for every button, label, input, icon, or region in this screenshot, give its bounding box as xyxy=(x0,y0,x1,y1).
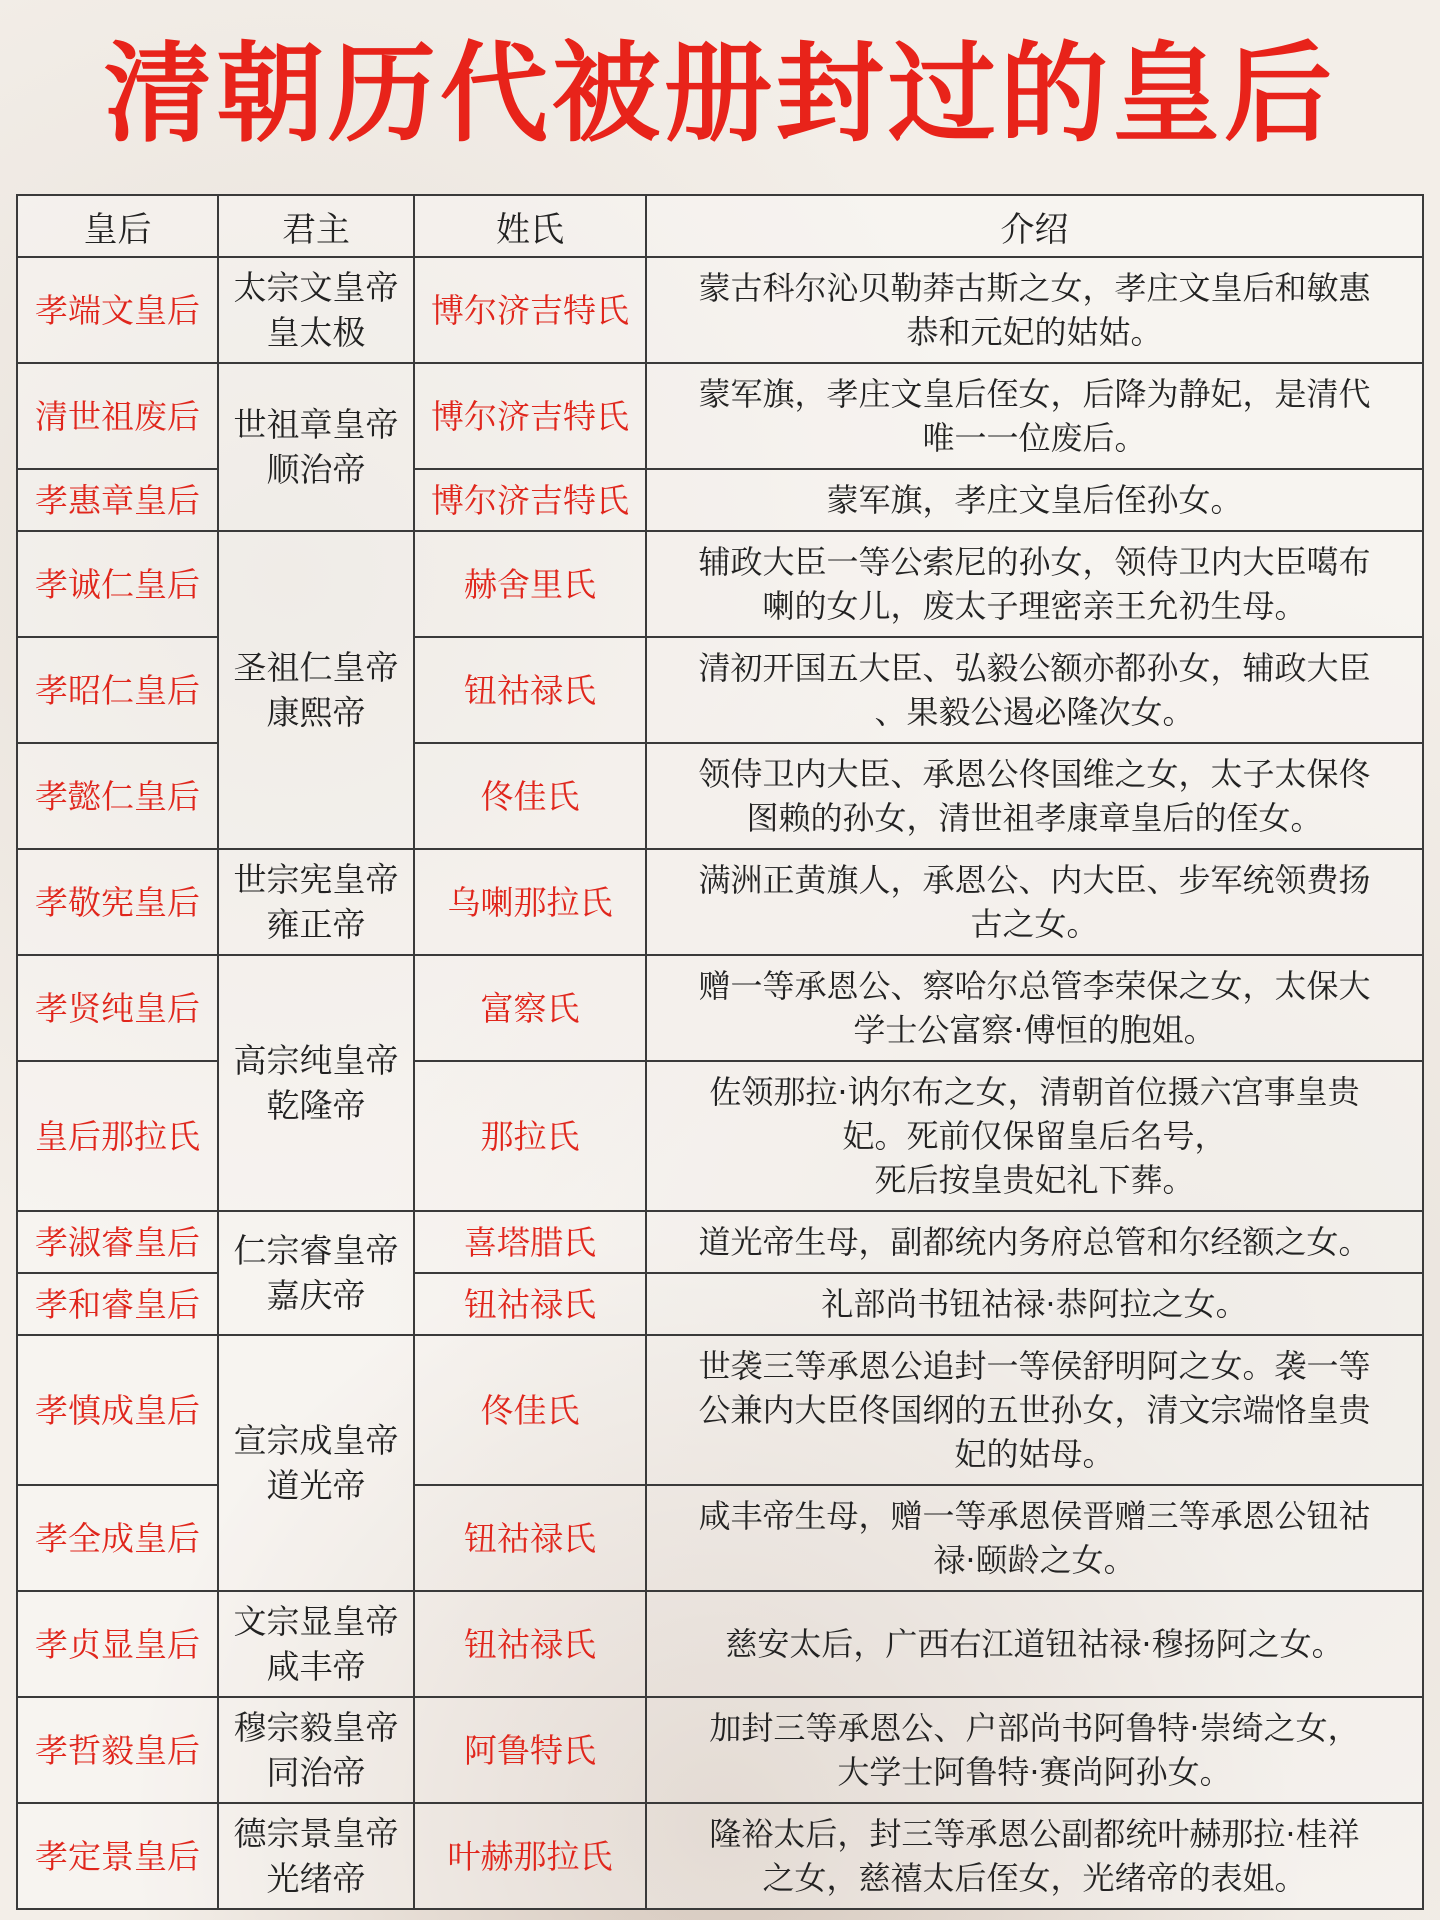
intro-cell: 蒙军旗，孝庄文皇后侄女，后降为静妃，是清代 唯一一位废后。 xyxy=(646,363,1423,469)
table-row xyxy=(17,363,1423,469)
clan-cell: 那拉氏 xyxy=(414,1061,646,1211)
table-row xyxy=(17,955,1423,1061)
intro-cell: 世袭三等承恩公追封一等侯舒明阿之女。袭一等 公兼内大臣佟国纲的五世孙女，清文宗端恪皇贵 妃的姑母。 xyxy=(646,1335,1423,1485)
emperor-cell: 文宗显皇帝 咸丰帝 xyxy=(218,1591,414,1697)
queen-cell: 孝敬宪皇后 xyxy=(17,849,218,955)
empresses-table xyxy=(16,194,1424,1910)
header-clan: 姓氏 xyxy=(414,195,646,257)
table-row xyxy=(17,257,1423,363)
queen-cell: 孝哲毅皇后 xyxy=(17,1697,218,1803)
intro-cell: 礼部尚书钮祜禄·恭阿拉之女。 xyxy=(646,1273,1423,1335)
table-row xyxy=(17,1335,1423,1485)
clan-cell: 富察氏 xyxy=(414,955,646,1061)
queen-cell: 孝端文皇后 xyxy=(17,257,218,363)
queen-cell: 孝贤纯皇后 xyxy=(17,955,218,1061)
intro-cell: 咸丰帝生母，赠一等承恩侯晋赠三等承恩公钮祜 禄·颐龄之女。 xyxy=(646,1485,1423,1591)
emperor-cell: 穆宗毅皇帝 同治帝 xyxy=(218,1697,414,1803)
table-row xyxy=(17,531,1423,637)
emperor-cell: 德宗景皇帝 光绪帝 xyxy=(218,1803,414,1909)
table-row xyxy=(17,1591,1423,1697)
intro-cell: 隆裕太后，封三等承恩公副都统叶赫那拉·桂祥 之女，慈禧太后侄女，光绪帝的表姐。 xyxy=(646,1803,1423,1909)
header-queen: 皇后 xyxy=(17,195,218,257)
table-row xyxy=(17,849,1423,955)
header-intro: 介绍 xyxy=(646,195,1423,257)
clan-cell: 乌喇那拉氏 xyxy=(414,849,646,955)
emperor-cell: 世宗宪皇帝 雍正帝 xyxy=(218,849,414,955)
header-emperor: 君主 xyxy=(218,195,414,257)
clan-cell: 赫舍里氏 xyxy=(414,531,646,637)
queen-cell: 孝惠章皇后 xyxy=(17,469,218,531)
emperor-cell: 高宗纯皇帝 乾隆帝 xyxy=(218,955,414,1211)
intro-cell: 道光帝生母，副都统内务府总管和尔经额之女。 xyxy=(646,1211,1423,1273)
intro-cell: 佐领那拉·讷尔布之女，清朝首位摄六宫事皇贵 妃。死前仅保留皇后名号， 死后按皇贵妃礼下葬。 xyxy=(646,1061,1423,1211)
queen-cell: 孝定景皇后 xyxy=(17,1803,218,1909)
emperor-cell: 圣祖仁皇帝 康熙帝 xyxy=(218,531,414,849)
table-row xyxy=(17,1803,1423,1909)
clan-cell: 佟佳氏 xyxy=(414,743,646,849)
queen-cell: 孝诚仁皇后 xyxy=(17,531,218,637)
intro-cell: 慈安太后，广西右江道钮祜禄·穆扬阿之女。 xyxy=(646,1591,1423,1697)
clan-cell: 阿鲁特氏 xyxy=(414,1697,646,1803)
emperor-cell: 世祖章皇帝 顺治帝 xyxy=(218,363,414,531)
intro-cell: 加封三等承恩公、户部尚书阿鲁特·崇绮之女， 大学士阿鲁特·赛尚阿孙女。 xyxy=(646,1697,1423,1803)
intro-cell: 领侍卫内大臣、承恩公佟国维之女，太子太保佟 图赖的孙女，清世祖孝康章皇后的侄女。 xyxy=(646,743,1423,849)
clan-cell: 佟佳氏 xyxy=(414,1335,646,1485)
intro-cell: 辅政大臣一等公索尼的孙女，领侍卫内大臣噶布 喇的女儿，废太子理密亲王允礽生母。 xyxy=(646,531,1423,637)
emperor-cell: 仁宗睿皇帝 嘉庆帝 xyxy=(218,1211,414,1335)
queen-cell: 皇后那拉氏 xyxy=(17,1061,218,1211)
queen-cell: 孝慎成皇后 xyxy=(17,1335,218,1485)
queen-cell: 孝淑睿皇后 xyxy=(17,1211,218,1273)
table-row xyxy=(17,1697,1423,1803)
queen-cell: 孝和睿皇后 xyxy=(17,1273,218,1335)
clan-cell: 叶赫那拉氏 xyxy=(414,1803,646,1909)
clan-cell: 钮祜禄氏 xyxy=(414,637,646,743)
queen-cell: 清世祖废后 xyxy=(17,363,218,469)
queen-cell: 孝贞显皇后 xyxy=(17,1591,218,1697)
clan-cell: 钮祜禄氏 xyxy=(414,1273,646,1335)
clan-cell: 博尔济吉特氏 xyxy=(414,469,646,531)
queen-cell: 孝全成皇后 xyxy=(17,1485,218,1591)
clan-cell: 钮祜禄氏 xyxy=(414,1485,646,1591)
intro-cell: 满洲正黄旗人，承恩公、内大臣、步军统领费扬 古之女。 xyxy=(646,849,1423,955)
intro-cell: 蒙军旗，孝庄文皇后侄孙女。 xyxy=(646,469,1423,531)
queen-cell: 孝懿仁皇后 xyxy=(17,743,218,849)
emperor-cell: 太宗文皇帝 皇太极 xyxy=(218,257,414,363)
table-row xyxy=(17,1211,1423,1273)
header-row xyxy=(17,195,1423,257)
intro-cell: 蒙古科尔沁贝勒莽古斯之女，孝庄文皇后和敏惠 恭和元妃的姑姑。 xyxy=(646,257,1423,363)
page-title: 清朝历代被册封过的皇后 xyxy=(103,32,1336,157)
clan-cell: 博尔济吉特氏 xyxy=(414,257,646,363)
intro-cell: 赠一等承恩公、察哈尔总管李荣保之女，太保大 学士公富察·傅恒的胞姐。 xyxy=(646,955,1423,1061)
queen-cell: 孝昭仁皇后 xyxy=(17,637,218,743)
clan-cell: 钮祜禄氏 xyxy=(414,1591,646,1697)
emperor-cell: 宣宗成皇帝 道光帝 xyxy=(218,1335,414,1591)
clan-cell: 博尔济吉特氏 xyxy=(414,363,646,469)
clan-cell: 喜塔腊氏 xyxy=(414,1211,646,1273)
intro-cell: 清初开国五大臣、弘毅公额亦都孙女，辅政大臣 、果毅公遏必隆次女。 xyxy=(646,637,1423,743)
